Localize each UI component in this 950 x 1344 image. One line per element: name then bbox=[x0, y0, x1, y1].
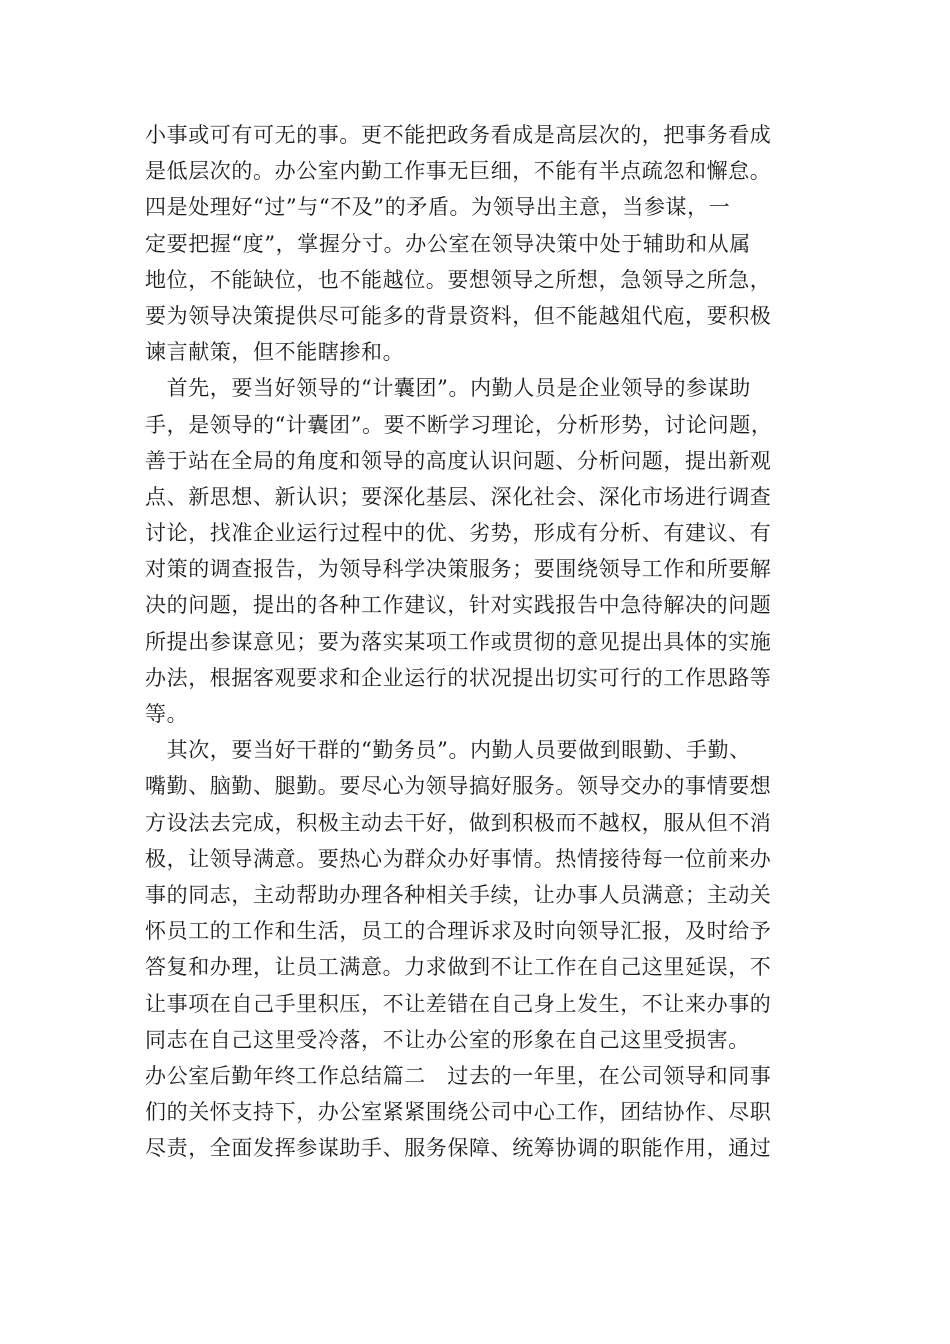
text-line: 尽责，全面发挥参谋助手、服务保障、统筹协调的职能作用，通过 bbox=[145, 1136, 772, 1161]
text-line: 嘴勤、脑勤、腿勤。要尽心为领导搞好服务。领导交办的事情要想 bbox=[145, 774, 772, 799]
text-line: 手，是领导的“计囊团”。要不断学习理论，分析形势，讨论问题， bbox=[145, 412, 773, 437]
text-line: 是低层次的。办公室内勤工作事无巨细，不能有半点疏忽和懈怠。 bbox=[145, 159, 772, 184]
text-line: 善于站在全局的角度和领导的高度认识问题、分析问题，提出新观 bbox=[145, 448, 772, 473]
text-line: 同志在自己这里受冷落，不让办公室的形象在自己这里受损害。 bbox=[145, 1027, 750, 1052]
text-line: 等。 bbox=[145, 702, 189, 726]
text-line: 小事或可有可无的事。更不能把政务看成是高层次的，把事务看成 bbox=[145, 123, 772, 147]
text-line: 让事项在自己手里积压，不让差错在自己身上发生，不让来办事的 bbox=[145, 991, 772, 1016]
text-line: 讨论，找准企业运行过程中的优、劣势，形成有分析、有建议、有 bbox=[145, 521, 772, 546]
text-line: 方设法去完成，积极主动去干好，做到积极而不越权，服从但不消 bbox=[145, 810, 772, 835]
text-line: 办公室后勤年终工作总结篇二 过去的一年里，在公司领导和同事 bbox=[145, 1063, 772, 1088]
text-line: 办法，根据客观要求和企业运行的状况提出切实可行的工作思路等 bbox=[145, 665, 772, 690]
text-line: 怀员工的工作和生活，员工的合理诉求及时向领导汇报，及时给予 bbox=[145, 919, 772, 944]
text-line: 所提出参谋意见；要为落实某项工作或贯彻的意见提出具体的实施 bbox=[145, 629, 772, 654]
text-line: 其次，要当好干群的“勤务员”。内勤人员要做到眼勤、手勤、 bbox=[145, 738, 751, 763]
text-line: 四是处理好“过”与“不及”的矛盾。为领导出主意，当参谋，一 bbox=[145, 195, 731, 220]
text-line: 首先，要当好领导的“计囊团”。内勤人员是企业领导的参谋助 bbox=[145, 376, 751, 401]
document-body bbox=[145, 117, 825, 1166]
text-line: 决的问题，提出的各种工作建议，针对实践报告中急待解决的问题 bbox=[145, 593, 772, 618]
text-line: 谏言献策，但不能瞎掺和。 bbox=[145, 340, 405, 365]
text-line: 点、新思想、新认识；要深化基层、深化社会、深化市场进行调查 bbox=[145, 484, 772, 509]
text-line: 地位，不能缺位，也不能越位。要想领导之所想，急领导之所急， bbox=[145, 267, 772, 292]
text-line: 答复和办理，让员工满意。力求做到不让工作在自己这里延误，不 bbox=[145, 955, 772, 980]
text-line: 们的关怀支持下，办公室紧紧围绕公司中心工作，团结协作、尽职 bbox=[145, 1100, 772, 1125]
text-line: 对策的调查报告，为领导科学决策服务；要围绕领导工作和所要解 bbox=[145, 557, 772, 582]
text-line: 定要把握“度”，掌握分寸。办公室在领导决策中处于辅助和从属 bbox=[145, 231, 751, 256]
text-line: 极，让领导满意。要热心为群众办好事情。热情接待每一位前来办 bbox=[145, 846, 772, 871]
text-line: 事的同志，主动帮助办理各种相关手续，让办事人员满意；主动关 bbox=[145, 882, 772, 907]
text-line: 要为领导决策提供尽可能多的背景资料，但不能越俎代庖，要积极 bbox=[145, 303, 772, 328]
